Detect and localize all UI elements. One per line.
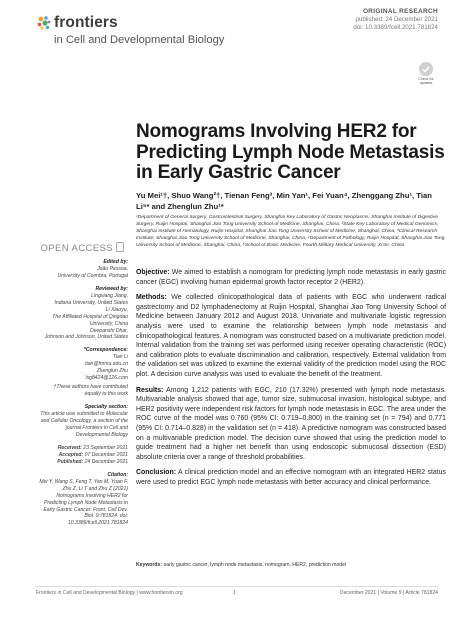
check-updates-label: Check for updates xyxy=(418,77,434,85)
accepted-label: Accepted: xyxy=(58,451,84,458)
received-label: Received: xyxy=(57,444,82,451)
published-line xyxy=(36,459,128,466)
published-date: published: 24 December 2021 xyxy=(355,16,438,24)
edited-by-label: Edited by: xyxy=(103,258,128,265)
keywords-text: early gastric cancer, lymph node metastasis, nomogram, HER2, prediction model xyxy=(163,562,347,568)
accepted-date: 07 December 2021 xyxy=(84,451,128,458)
equal-contribution-note: †These authors have contributed equally to this work xyxy=(53,384,128,398)
reviewer-line: Indiana University, United States xyxy=(54,299,128,306)
page-number: 1 xyxy=(233,590,236,596)
reviewed-by-label: Reviewed by: xyxy=(95,285,128,292)
results-text: Among 1,212 patients with EGC, 210 (17.32%) presented with lymph node metastasis. Multivariable analysis showed that age, tumor size, submucosal invasion, histological subtype, and HER2 positivity were independent risk factors for lymph node metastasis in EGC. The area under the ROC curve of the model was 0.760 (95% CI: 0.719–0.800) in the training set (n = 794) and 0.771 (95% CI: 0.714–0.828) in the validation set (n = 418). A predictive nomogram was constructed based on a multivariable prediction model. The decision curve showed that using the prediction model to guide treatment had a higher net benefit than using endoscopic submucosal dissection (ESD) absolute criteria over a range of threshold probabilities. xyxy=(136,386,446,461)
results-label: Results: xyxy=(136,386,164,394)
editor-affiliation: University of Coimbra, Portugal xyxy=(57,272,128,279)
reviewer-line: The Affiliated Hospital of Qingdao xyxy=(52,313,128,320)
conclusion-label: Conclusion: xyxy=(136,469,177,477)
check-updates-badge[interactable] xyxy=(415,62,437,88)
journal-logo[interactable] xyxy=(36,14,225,54)
correspondent-name: Tian Li xyxy=(112,354,128,361)
objective-label: Objective: xyxy=(136,269,170,276)
received-line xyxy=(36,445,128,452)
accepted-line xyxy=(36,452,128,459)
editor-name: João Pessoa, xyxy=(97,265,128,272)
article-title: Nomograms Involving HER2 for Predicting Lymph Node Metastasis in Early Gastric Cancer xyxy=(136,121,445,183)
reviewer-line: Deepanshi Dhar, xyxy=(90,327,128,334)
abstract xyxy=(136,268,446,493)
objective-text: We aimed to establish a nomogram for predicting lymph node metastasis in early gastric cancer (EGC) involving human epidermal growth factor receptor 2 (HER2). xyxy=(136,269,446,286)
correspondent-email[interactable]: tian@fmmu.edu.cn xyxy=(85,361,128,368)
footer-journal-link[interactable]: Frontiers in Cell and Developmental Biology | www.frontiersin.org xyxy=(36,590,183,596)
journal-name: in Cell and Developmental Biology xyxy=(54,34,225,46)
specialty-section-text: This article was submitted to Molecular and Cellular Oncology, a section of the journal Frontiers in Cell and Developmental Biology xyxy=(40,411,128,438)
open-access-label: OPEN ACCESS xyxy=(40,243,113,254)
article-type: ORIGINAL RESEARCH xyxy=(362,8,438,15)
footer-issue-info: December 2021 | Volume 9 | Article 781824 xyxy=(339,590,438,596)
published-label: Published: xyxy=(57,458,84,465)
check-updates-icon xyxy=(419,62,433,76)
received-date: 23 September 2021 xyxy=(83,444,128,451)
correspondent-email[interactable]: lsg8424@126.com xyxy=(85,375,128,382)
author-list: Yu Mei¹†, Shuo Wang²†, Tienan Feng³, Min Yan¹, Fei Yuan⁴, Zhenggang Zhu¹, Tian Li⁵* and Zhenglun Zhu¹* xyxy=(136,191,432,211)
article-sidebar xyxy=(36,242,128,527)
abstract-objective xyxy=(136,268,446,287)
keywords-label: Keywords: xyxy=(136,562,163,568)
doi-link[interactable]: doi: 10.3389/fcell.2021.781824 xyxy=(353,24,438,32)
keywords xyxy=(136,562,446,568)
footer-divider xyxy=(36,586,438,587)
reviewer-line: Johnson and Johnson, United States xyxy=(44,334,128,341)
methods-label: Methods: xyxy=(136,294,167,302)
open-lock-icon xyxy=(116,242,124,252)
conclusion-text: A clinical prediction model and an effective nomogram with an integrated HER2 status were used to predict EGC lymph node metastasis with better accuracy and clinical performance. xyxy=(136,469,446,486)
brand-name: frontiers xyxy=(54,14,118,31)
specialty-section-label: Specialty section: xyxy=(84,404,128,411)
affiliations: ¹Department of General Surgery, Gastrointestinal Surgery, Shanghai Key Laboratory of Gastric Neoplasms, Shanghai Institute of Digestive Surgery, Ruijin Hospital, Shanghai Jiao Tong University School of Medicine, Shanghai, China, ²State Key Laboratory of Medical Genomics, Shanghai Institute of Hematology, Ruijin Hospital, Shanghai Jiao Tong University School of Medicine, Shanghai, China, ³Clinical Research Institute, Shanghai Jiao Tong University School of Medicine, Shanghai, China, ⁴Department of Pathology, Ruijin Hospital, Shanghai Jiao Tong University School of Medicine, Shanghai, China, ⁵School of Basic Medicine, Fourth Military Medical University, Xi'an, China xyxy=(136,215,445,249)
abstract-conclusion xyxy=(136,468,446,487)
frontiers-logo-icon xyxy=(36,15,52,31)
methods-text: We collected clinicopathological data of patients with EGC who underwent radical gastrectomy and D2 lymphadenectomy at Ruijin Hospital, Shanghai Jiao Tong University School of Medicine between January 2012 and August 2018. Univariate and multivariate logistic regression analysis were used to examine the relationship between lymph node metastasis and clinicopathological features. A nomogram was constructed based on a multivariate prediction model. Internal validation from the training set was performed using receiver operating characteristic (ROC) and calibration plots to evaluate discrimination and calibration, respectively. External validation from the validation set was utilized to examine the external validity of the prediction model using the ROC plot. A decision curve analysis was used to evaluate the benefit of the treatment. xyxy=(136,294,446,378)
article-meta xyxy=(353,8,438,32)
correspondent-name: Zhenglun Zhu xyxy=(96,368,128,375)
citation-text: Mei Y, Wang S, Feng T, Yan M, Yuan F, Zhu Z, Li T and Zhu Z (2021) Nomograms Involving HER2 for Predicting Lymph Node Metastasis in Early Gastric Cancer. Front. Cell Dev. Biol. 9:781824. doi: 10.3389/fcell.2021.781824 xyxy=(39,478,128,527)
reviewer-line: Li Xiaoyu, xyxy=(105,306,128,313)
abstract-methods xyxy=(136,293,446,379)
citation-label: Citation: xyxy=(107,471,128,478)
open-access-heading[interactable] xyxy=(36,242,124,253)
correspondence-label: *Correspondence: xyxy=(83,347,128,354)
abstract-results xyxy=(136,386,446,463)
reviewer-line: Lingxiang Jiang, xyxy=(91,292,128,299)
reviewer-line: University, China xyxy=(89,320,128,327)
published-date-side: 24 December 2021 xyxy=(84,458,128,465)
